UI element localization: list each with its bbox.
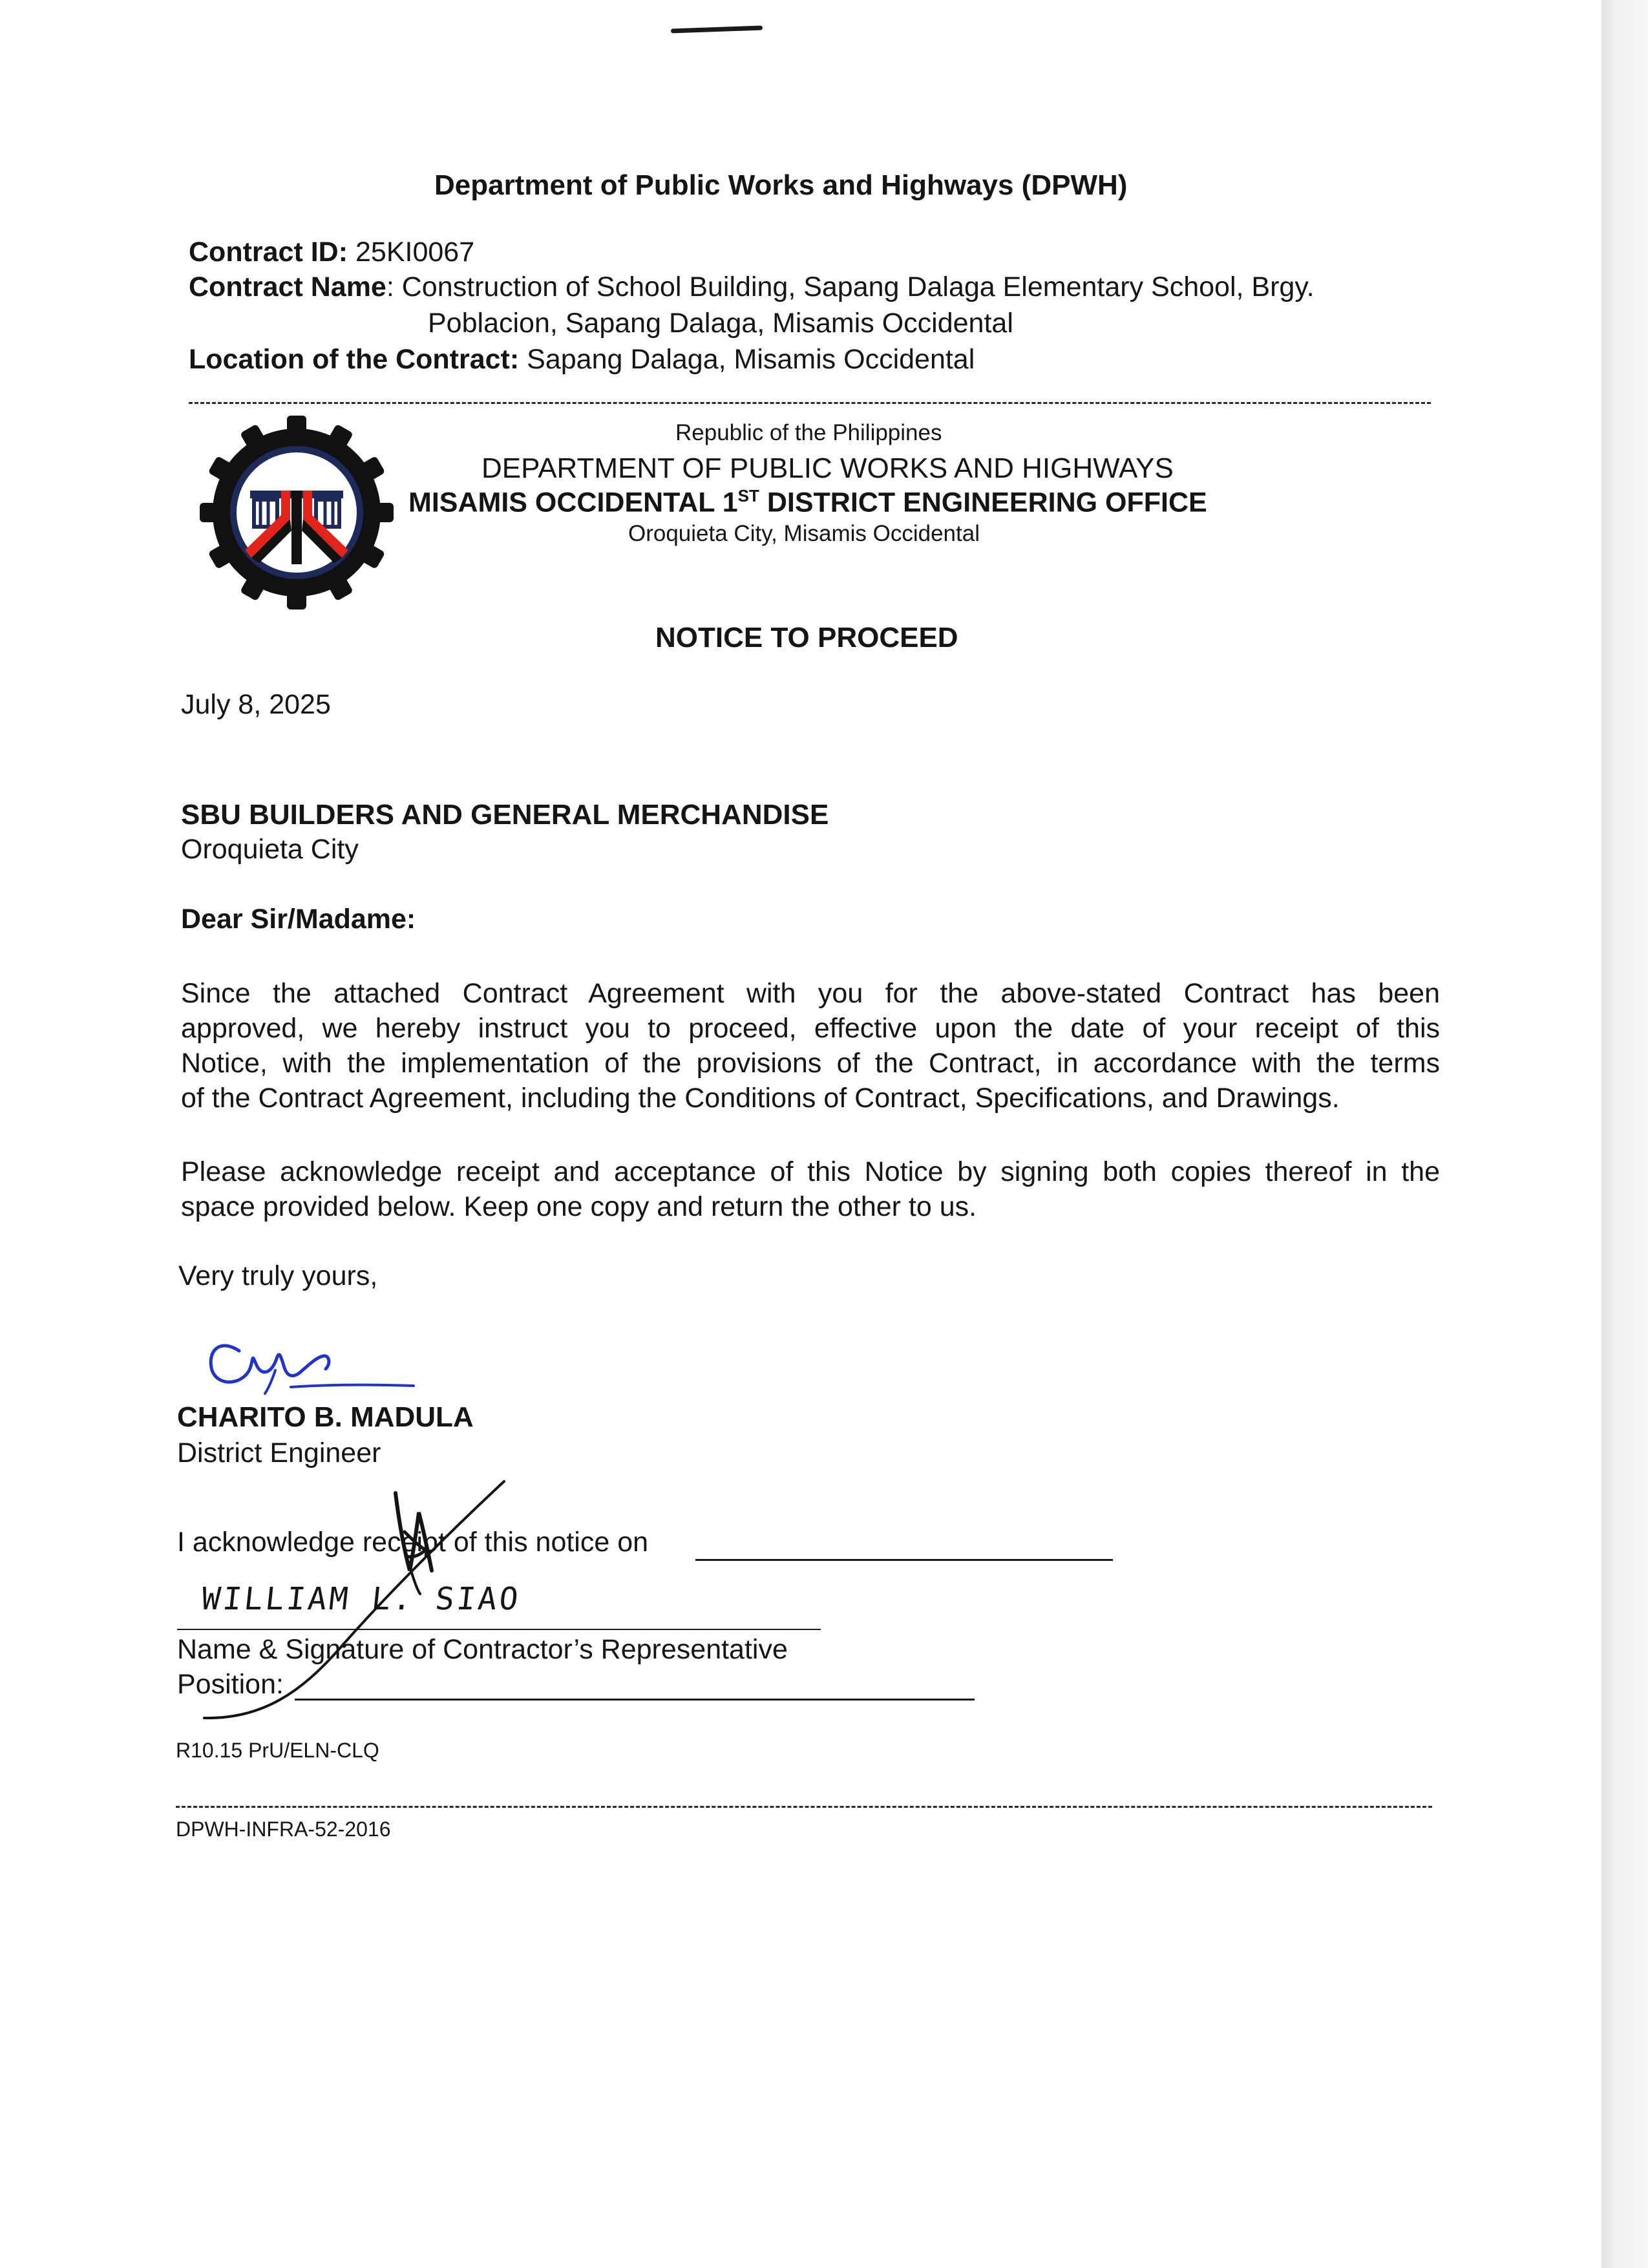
header-divider xyxy=(189,402,1431,404)
signatory-title: District Engineer xyxy=(177,1437,381,1468)
contract-name-line2: Poblacion, Sapang Dalaga, Misamis Occidental xyxy=(428,308,1013,339)
form-code: DPWH-INFRA-52-2016 xyxy=(176,1818,391,1841)
position-label: Position: xyxy=(177,1669,284,1700)
district-engineer-signature xyxy=(194,1312,427,1403)
office-name-end: DISTRICT ENGINEERING OFFICE xyxy=(759,487,1207,518)
contract-id-label: Contract ID: xyxy=(189,237,348,268)
contract-name-value: : Construction of School Building, Sapang Dalaga Elementary School, Brgy. xyxy=(386,271,1315,302)
salutation: Dear Sir/Madame: xyxy=(181,904,416,935)
contract-name-label: Contract Name xyxy=(189,271,386,302)
receipt-date-line xyxy=(695,1559,1113,1561)
footer-divider xyxy=(176,1806,1432,1808)
contractor-signature xyxy=(191,1474,527,1732)
location-value: Sapang Dalaga, Misamis Occidental xyxy=(527,344,975,375)
notice-date: July 8, 2025 xyxy=(181,689,331,720)
closing: Very truly yours, xyxy=(178,1260,378,1291)
office-ordinal-suffix: ST xyxy=(737,486,759,505)
office-name-start: MISAMIS OCCIDENTAL 1 xyxy=(408,487,738,518)
signatory-name: CHARITO B. MADULA xyxy=(177,1401,474,1433)
letterhead-republic: Republic of the Philippines xyxy=(675,420,942,445)
contract-name-row xyxy=(189,271,1315,303)
location-row xyxy=(189,344,975,376)
recipient-name: SBU BUILDERS AND GENERAL MERCHANDISE xyxy=(181,799,829,831)
letterhead-city: Oroquieta City, Misamis Occidental xyxy=(628,521,980,546)
contractor-handwritten-name: WILLIAM L. SIAO xyxy=(200,1581,523,1617)
letterhead-office xyxy=(408,486,1207,518)
body-line: Since the attached Contract Agreement with you for the above-stated Contract has been xyxy=(181,978,1440,1009)
notice-title: NOTICE TO PROCEED xyxy=(655,622,958,653)
letterhead-department: DEPARTMENT OF PUBLIC WORKS AND HIGHWAYS xyxy=(481,452,1174,484)
contract-id-value: 25KI0067 xyxy=(355,237,475,268)
body-paragraph-2 xyxy=(181,1154,1440,1224)
body-line: space provided below. Keep one copy and return the other to us. xyxy=(181,1191,977,1222)
name-signature-label: Name & Signature of Contractor’s Representative xyxy=(177,1634,788,1665)
body-line: approved, we hereby instruct you to proceed, effective upon the date of your receipt of this xyxy=(181,1013,1440,1044)
acknowledgment-text: I acknowledge receipt of this notice on xyxy=(177,1527,649,1558)
page-edge xyxy=(1601,0,1648,2268)
body-line: Notice, with the implementation of the provisions of the Contract, in accordance with the terms xyxy=(181,1048,1440,1079)
body-line: of the Contract Agreement, including the Conditions of Contract, Specifications, and Drawings. xyxy=(181,1083,1340,1114)
recipient-city: Oroquieta City xyxy=(181,834,359,865)
location-label: Location of the Contract: xyxy=(189,344,520,375)
agency-title: Department of Public Works and Highways (DPWH) xyxy=(434,169,1128,201)
reference-code: R10.15 PrU/ELN-CLQ xyxy=(176,1739,379,1762)
dpwh-gear-seal-icon xyxy=(199,415,394,610)
body-line: Please acknowledge receipt and acceptance of this Notice by signing both copies thereof in the xyxy=(181,1156,1440,1187)
contract-id-row xyxy=(189,237,474,268)
body-paragraph-1 xyxy=(181,976,1440,1116)
